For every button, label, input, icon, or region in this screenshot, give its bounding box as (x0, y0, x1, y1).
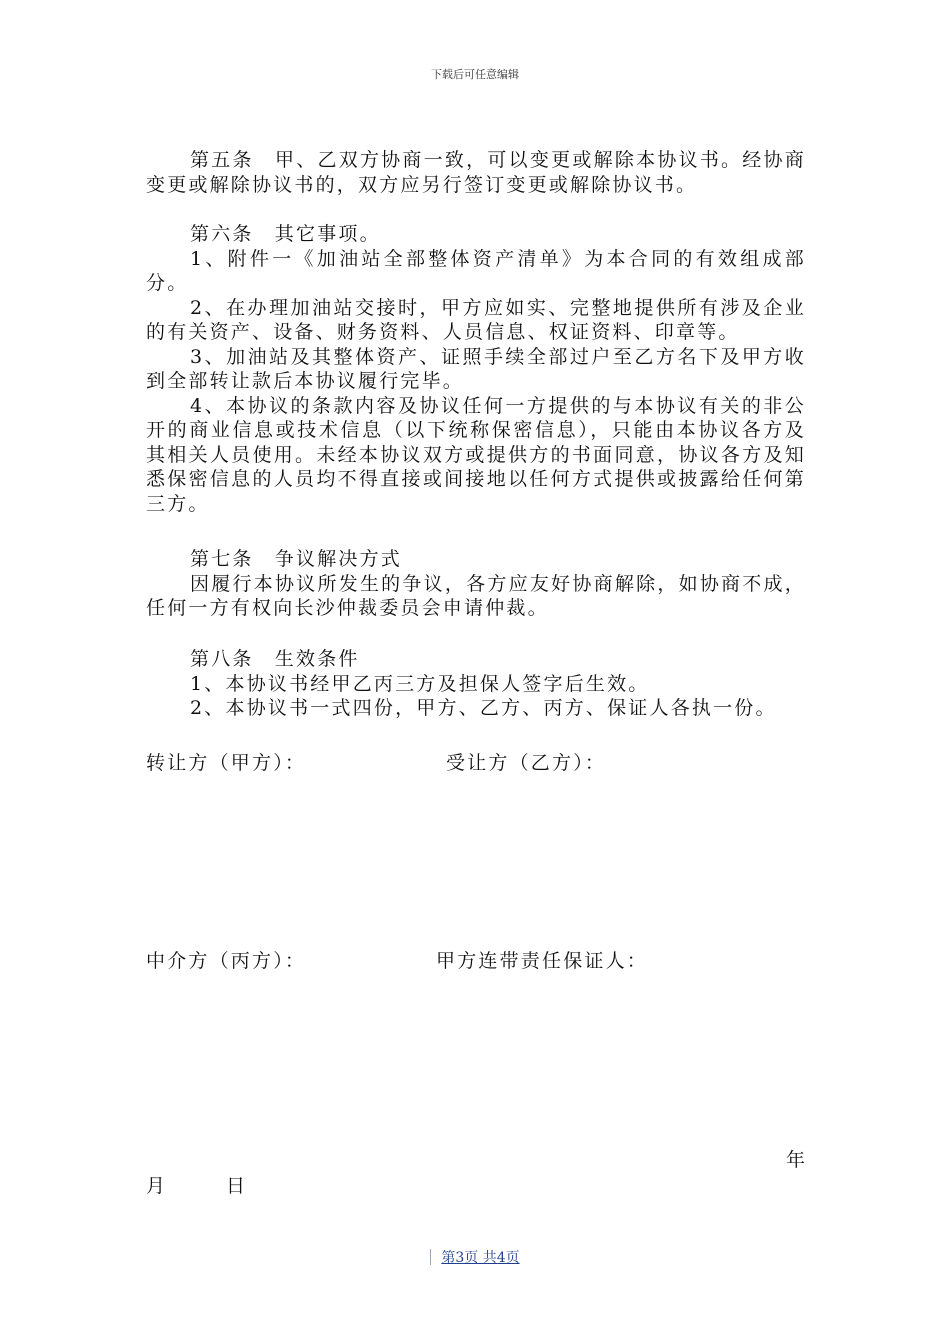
article-8-title: 第八条 生效条件 (190, 648, 360, 670)
page-footer (0, 1247, 950, 1267)
article-8-item-1: 1、本协议书经甲乙丙三方及担保人签字后生效。 (190, 672, 650, 695)
article-7-paragraph: 因履行本协议所发生的争议，各方应友好协商解除，如协商不成，任何一方有权向长沙仲裁委员会申请仲裁。 (146, 572, 806, 619)
article-7 (146, 547, 806, 621)
guarantor-label: 甲方连带责任保证人： (436, 950, 649, 972)
article-7-title: 第七条 争议解决方式 (190, 548, 403, 570)
article-5 (146, 148, 806, 197)
article-6-title: 第六条 其它事项。 (190, 223, 381, 245)
transferor-label: 转让方（甲方）： (146, 752, 307, 774)
date-month: 月 (146, 1175, 166, 1197)
date-year: 年 (786, 1149, 806, 1171)
article-6 (146, 222, 806, 516)
article-5-paragraph: 第五条 甲、乙双方协商一致，可以变更或解除本协议书。经协商变更或解除协议书的，双方应另行签订变更或解除协议书。 (146, 149, 806, 196)
page-header: 下载后可任意编辑 (431, 68, 519, 81)
page-number: 第3页 共4页 (441, 1250, 520, 1266)
article-6-item-4: 4、本协议的条款内容及协议任何一方提供的与本协议有关的非公开的商业信息或技术信息（以下统称保密信息），只能由本协议各方及其相关人员使用。未经本协议双方或提供方的书面同意，协议各方及知悉保密信息的人员均不得直接或间接地以任何方式提供或披露给任何第三方。 (146, 394, 806, 515)
article-8-item-2: 2、本协议书一式四份，甲方、乙方、丙方、保证人各执一份。 (190, 697, 777, 719)
article-6-item-1: 1、附件一《加油站全部整体资产清单》为本合同的有效组成部分。 (146, 247, 806, 294)
article-6-item-2: 2、在办理加油站交接时，甲方应如实、完整地提供所有涉及企业的有关资产、设备、财务资料、人员信息、权证资料、印章等。 (146, 296, 806, 343)
article-6-item-3: 3、加油站及其整体资产、证照手续全部过户至乙方名下及甲方收到全部转让款后本协议履行完毕。 (146, 345, 806, 392)
transferee-label: 受让方（乙方）： (446, 752, 607, 774)
date-day: 日 (226, 1175, 246, 1197)
footer-divider (430, 1249, 431, 1265)
article-8 (146, 647, 806, 721)
intermediary-label: 中介方（丙方）： (146, 950, 307, 972)
